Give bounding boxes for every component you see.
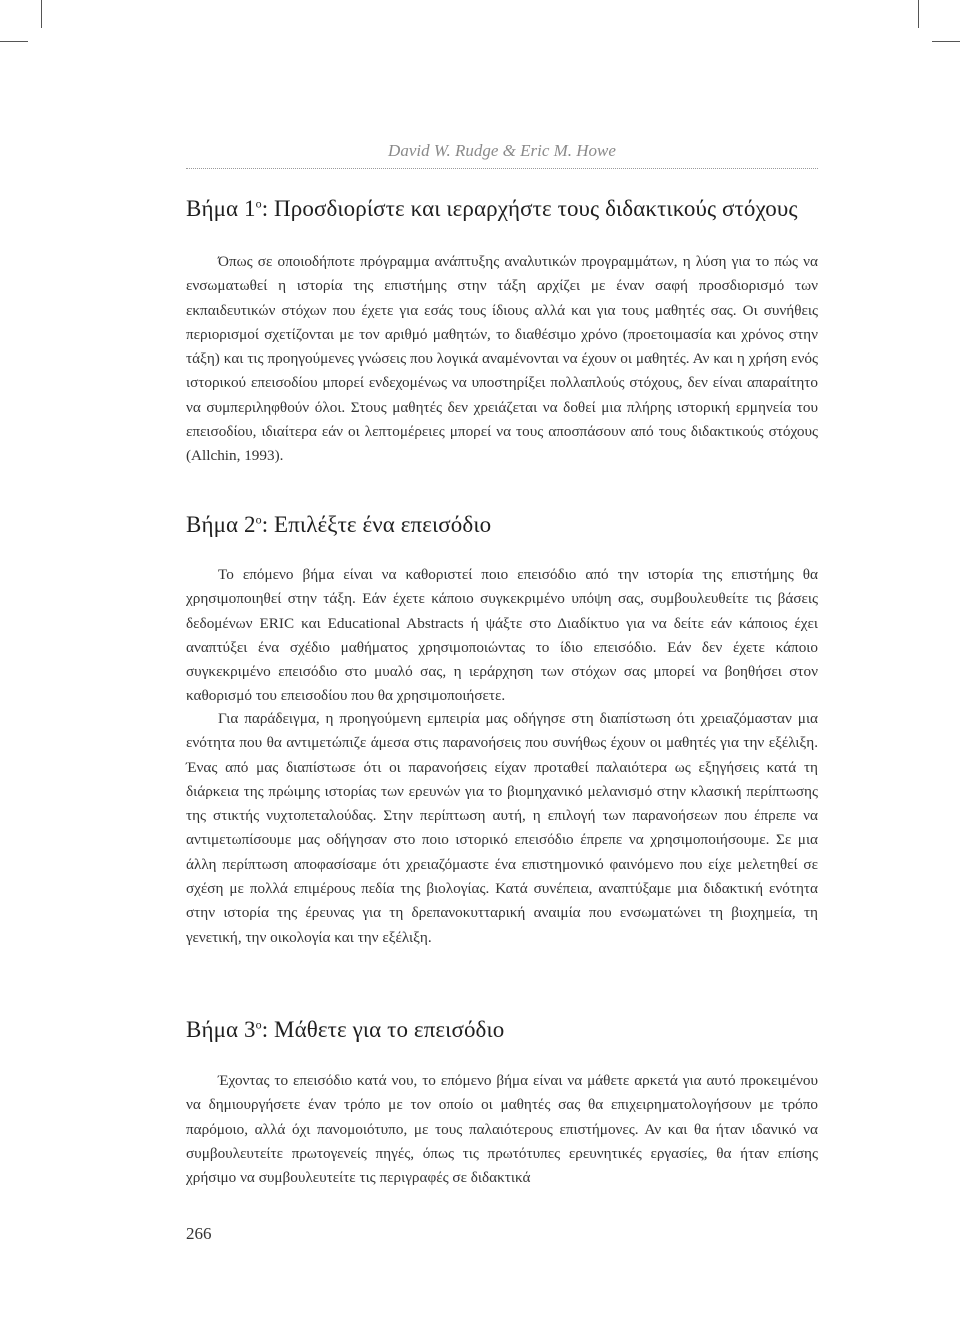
section-2-heading-sup: ο	[255, 512, 262, 527]
section-1-paragraph-1	[186, 250, 818, 469]
section-2-heading-title: : Επιλέξτε ένα επεισόδιο	[261, 512, 492, 537]
section-1-heading	[186, 196, 826, 222]
running-header: David W. Rudge & Eric M. Howe	[388, 141, 616, 160]
section-2-paragraph-1-text: Το επόμενο βήμα είναι να καθοριστεί ποιο επεισόδιο από την ιστορία της επιστήμης θα χρησιμοποιηθεί στην τάξη. Εάν έχετε κάποιο συγκεκριμένο υπόψη σας, συμβουλευθείτε τις βάσεις δεδομένων ERIC και Educational Abstracts ή ψάξτε στο Διαδίκτυο για να δείτε εάν κάποιος έχει αναπτύξει ένα σχέδιο μαθήματος χρησιμοποιώντας το ίδιο επεισόδιο. Εάν δεν έχετε κάποιο συγκεκριμένο επεισόδιο στο μυαλό σας, η ιεράρχηση των στόχων σας μπορεί να βοηθήσει στον καθορισμό του επεισοδίου που θα χρησιμοποιήσετε.	[186, 566, 818, 705]
section-1-heading-title: : Προσδιορίστε και ιεραρχήστε τους διδακτικούς στόχους	[261, 196, 798, 221]
section-1-heading-sup: ο	[255, 196, 262, 211]
header-rule	[186, 168, 818, 169]
section-2-paragraph-2	[186, 707, 818, 950]
section-3-paragraph-1-text: Έχοντας το επεισόδιο κατά νου, το επόμενο βήμα είναι να μάθετε αρκετά για αυτό προκειμένου να δημιουργήσετε έναν τρόπο με τον οποίο οι μαθητές σας θα επιχειρηματολογήσουν με τρόπο παρόμοιο, αλλά όχι πανομοιότυπο, με τους παλαιότερους επιστήμονες. Αν και θα ήταν ιδανικό να συμβουλευτείτε πρωτογενείς πηγές, όπως τις πρωτότυπες ερευνητικές εργασίες, θα ήταν επίσης χρήσιμο να συμβουλευτείτε τις περιγραφές σε διδακτικά	[186, 1072, 818, 1187]
section-2-heading-prefix: Βήμα 2	[186, 512, 256, 537]
section-1-heading-prefix: Βήμα 1	[186, 196, 256, 221]
section-3-paragraph-1	[186, 1069, 818, 1190]
section-3-heading-sup: ο	[255, 1017, 262, 1032]
section-3-heading	[186, 1017, 826, 1043]
crop-mark-right	[918, 0, 919, 28]
section-3-heading-title: : Μάθετε για το επεισόδιο	[261, 1017, 505, 1042]
crop-mark-left	[41, 0, 42, 28]
crop-mark-left-horizontal	[0, 41, 28, 42]
section-3-heading-prefix: Βήμα 3	[186, 1017, 256, 1042]
section-2-heading	[186, 512, 826, 538]
section-2-paragraph-1	[186, 563, 818, 709]
section-2-paragraph-2-text: Για παράδειγμα, η προηγούμενη εμπειρία μας οδήγησε στη διαπίστωση ότι χρειαζόμασταν μια ενότητα που θα αντιμετώπιζε άμεσα στις παρανοήσεις που συνήθως έχουν οι μαθητές για την εξέλιξη. Ένας από μας διαπίστωσε ότι οι παρανοήσεις είχαν προταθεί παλαιότερα ως εξηγήσεις κατά τη διάρκεια της πρώιμης ιστορίας των ερευνών για το βιομηχανικό μελανισμό στην κλασική περίπτωσης της στικτής νυχτοπεταλούδας. Στην περίπτωση αυτή, η επιλογή των παρανοήσεων που έπρεπε να αντιμετωπίσουμε μας οδήγησαν στο ποιο ιστορικό επεισόδιο έπρεπε να χρησιμοποιήσουμε. Σε μια άλλη περίπτωση αποφασίσαμε ότι χρειαζόμαστε ένα επιστημονικό φαινόμενο που είχε μελετηθεί σε σχέση με πολλά επιμέρους πεδία της βιολογίας. Κατά συνέπεια, αναπτύξαμε μια διδακτική ενότητα στην ιστορία της έρευνας για τη δρεπανοκυτταρική αναιμία που ενσωματώνει τη βιοχημεία, τη γενετική, την οικολογία και την εξέλιξη.	[186, 710, 818, 946]
page-number: 266	[186, 1224, 212, 1243]
crop-mark-right-horizontal	[932, 41, 960, 42]
section-1-paragraph-1-text: Όπως σε οποιοδήποτε πρόγραμμα ανάπτυξης αναλυτικών προγραμμάτων, η λύση για το πώς να ενσωματωθεί η ιστορία της επιστήμης στην τάξη αρχίζει με έναν σαφή προσδιορισμό των εκπαιδευτικών στόχων που έχετε για εσάς τους ίδιους αλλά και για τους μαθητές σας. Οι συνήθεις περιορισμοί σχετίζονται με τον αριθμό μαθητών, το διαθέσιμο χρόνο (προετοιμασία και χρόνος στην τάξη) και τις προηγούμενες γνώσεις που λογικά αναμένονται να έχουν οι μαθητές. Αν και η χρήση ενός ιστορικού επεισοδίου μπορεί ενδεχομένως να υποστηρίξει πολλαπλούς στόχους, δεν είναι απαραίτητο να συμπεριληφθούν όλοι. Στους μαθητές δεν χρειάζεται να δοθεί μια πλήρης ιστορική ερμηνεία του επεισοδίου, ιδιαίτερα εάν οι λεπτομέρειες μπορεί να τους αποσπάσουν από τους διδακτικούς στόχους (Allchin, 1993).	[186, 253, 818, 465]
